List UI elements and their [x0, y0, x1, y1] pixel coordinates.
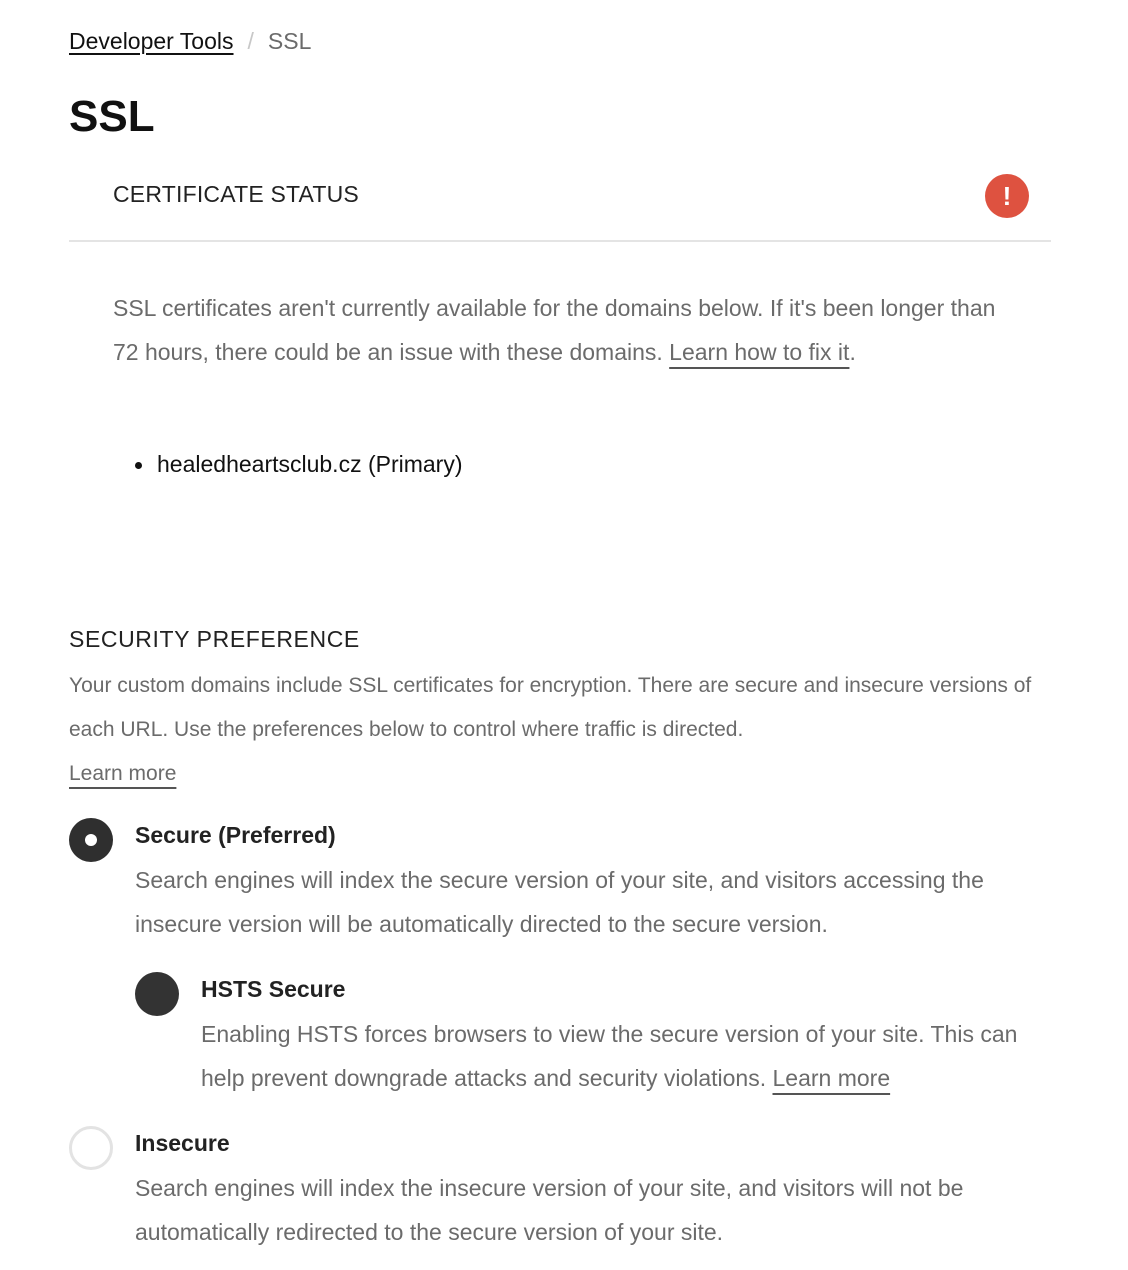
error-alert-icon: !: [985, 174, 1029, 218]
hsts-description: [201, 1012, 1061, 1100]
security-learn-more-link[interactable]: Learn more: [69, 762, 177, 785]
hsts-label[interactable]: HSTS Secure: [201, 976, 346, 1002]
certificate-status-period: .: [849, 339, 856, 365]
certificate-status-title: CERTIFICATE STATUS: [113, 181, 359, 207]
secure-label[interactable]: Secure (Preferred): [135, 822, 336, 848]
insecure-label[interactable]: Insecure: [135, 1130, 230, 1156]
learn-how-to-fix-link[interactable]: Learn how to fix it: [669, 339, 850, 365]
certificate-status-header: [69, 160, 1051, 242]
secure-description: Search engines will index the secure version of your site, and visitors accessing the insecure version will be automatically directed to the secure version.: [135, 867, 984, 937]
insecure-radio[interactable]: [69, 1126, 113, 1170]
domain-list: [133, 444, 463, 484]
security-preference-description: Your custom domains include SSL certificates for encryption. There are secure and insecure versions of each URL. Use the preferences below to control where traffic is directed.: [69, 674, 1032, 741]
breadcrumb-current: SSL: [267, 28, 312, 54]
hsts-learn-more-link[interactable]: Learn more: [772, 1065, 891, 1091]
hsts-description-text: Enabling HSTS forces browsers to view the secure version of your site. This can help prevent downgrade attacks and security violations.: [201, 1021, 1018, 1091]
hsts-toggle[interactable]: [135, 972, 179, 1016]
breadcrumb: [69, 26, 311, 56]
breadcrumb-separator: /: [247, 28, 254, 54]
page-title: SSL: [69, 92, 155, 141]
domain-item: healedheartsclub.cz (Primary): [133, 444, 463, 484]
insecure-description: Search engines will index the insecure version of your site, and visitors will not be automatically redirected to the secure version of your site.: [135, 1175, 964, 1245]
certificate-status-text: SSL certificates aren't currently available for the domains below. If it's been longer than 72 hours, there could be an issue with these domains.: [113, 295, 996, 365]
security-preference-title: SECURITY PREFERENCE: [69, 626, 360, 652]
security-learn-more-wrapper: [69, 752, 176, 796]
certificate-status-message: [113, 286, 1013, 374]
breadcrumb-developer-tools-link[interactable]: Developer Tools: [69, 28, 234, 54]
secure-radio[interactable]: [69, 818, 113, 862]
